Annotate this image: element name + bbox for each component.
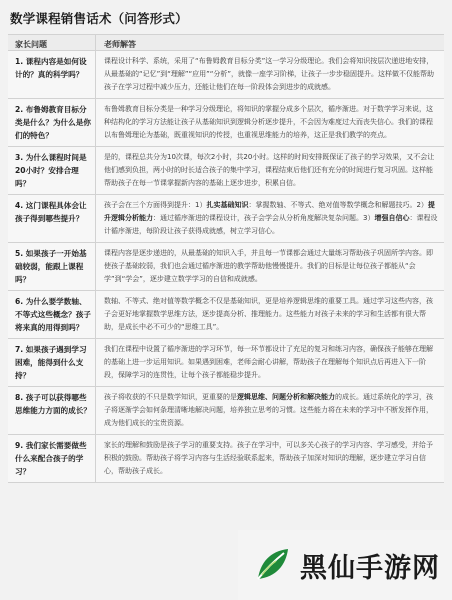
table-row (8, 387, 444, 435)
answer-highlight: 逻辑思维、问题分析和解决能力 (237, 393, 335, 401)
answer-highlight: 增强自信心 (374, 214, 410, 222)
table-header (8, 35, 444, 51)
answer-cell: 课程内容是逐步递进的，从最基础的知识入手，并且每一节课都会通过大量练习帮助孩子巩固所学内容。即使孩子基础较弱，我们也会通过循序渐进的教学帮助他慢慢提升。我们的目标是让每位孩子都能从“会学”到“学会”，逐步建立数学学习的自信和成就感。 (104, 249, 433, 283)
table-row (8, 195, 444, 243)
answer-cell: 布鲁姆教育目标分类是一种学习分级理论，将知识的掌握分成多个层次，循序渐进。对于数学学习来说，这种结构化的学习方法能让孩子从基础知识到逻辑分析逐步提升，不会因为难度过大而丧失信心。我们的课程以布鲁姆理论为基础，既重视知识的传授，也重视思维能力的培养，这正是我们教学的亮点。 (104, 105, 433, 139)
answer-text: ：掌握数轴、不等式、绝对值等数学概念和解题技巧。2） (248, 201, 428, 209)
answer-highlight: 提升逻辑分析能力 (104, 201, 435, 222)
question-cell: 4. 这门课程具体会让孩子得到哪些提升？ (8, 195, 96, 242)
question-cell: 8. 孩子可以获得哪些思维能力方面的成长？ (8, 387, 96, 434)
table-row (8, 99, 444, 147)
question-cell: 6. 为什么要学数轴、不等式这些概念？孩子将来真的用得到吗？ (8, 291, 96, 338)
table-row (8, 291, 444, 339)
answer-cell: 课程设计科学、系统，采用了“布鲁姆教育目标分类”这一学习分级理论。我们会将知识按层次递进地安排，从最基础的“记忆”到“理解”“应用”“分析”，就像一座学习阶梯，让孩子一步步稳固提升。这样做不仅能帮助孩子在学习过程中减少压力，还能让他们在每一阶段体会到进步的成就感。 (104, 57, 435, 91)
question-cell: 3. 为什么课程时间是20小时？安排合理吗？ (8, 147, 96, 194)
watermark-text: 黑仙手游网 (300, 552, 440, 584)
header-answer: 老师解答 (104, 40, 136, 49)
answer-cell: 我们在课程中设置了循序渐进的学习环节，每一环节都设计了充足的复习和练习内容，确保孩子能够在理解的基础上进一步运用知识。如果遇到困难，老师会耐心讲解，帮助孩子在理解每个知识点后再进入下一阶段，保障学习的连贯性，让每个孩子都能稳步提升。 (104, 345, 433, 379)
table-row (8, 339, 444, 387)
header-question: 家长问题 (8, 35, 96, 50)
answer-cell (96, 387, 444, 434)
answer-cell: 家长的理解和鼓励是孩子学习的重要支持。孩子在学习中，可以多关心孩子的学习内容、学习感受，并给予积极的鼓励。帮助孩子将学习内容与生活经验联系起来，帮助孩子加深对知识的理解，逐步建立学习自信心，帮助孩子成长。 (104, 441, 433, 475)
question-cell: 9. 我们家长需要做些什么来配合孩子的学习？ (8, 435, 96, 482)
site-watermark (238, 530, 452, 600)
question-cell: 7. 如果孩子遇到学习困难，能得到什么支持？ (8, 339, 96, 386)
question-cell: 2. 布鲁姆教育目标分类是什么？为什么是你们的特色？ (8, 99, 96, 146)
leaf-logo-icon (252, 545, 292, 585)
table-row (8, 435, 444, 483)
question-cell: 1. 课程内容是如何设计的？真的科学吗？ (8, 51, 96, 98)
table-row (8, 147, 444, 195)
answer-text: 孩子会在三个方面得到提升：1） (104, 201, 207, 209)
answer-text: 孩子将收获的不只是数学知识，更重要的是 (104, 393, 237, 401)
answer-highlight: 扎实基础知识 (206, 201, 249, 209)
answer-text: ：通过循序渐进的课程设计，孩子会学会从分析角度解决复杂问题。3） (153, 214, 375, 222)
answer-text: 的成长。通过系统化的学习，孩子将逐渐学会如何条理清晰地解决问题，培养独立思考的习惯。这些能力将在未来的学习中不断发挥作用，成为他们成长的宝贵资源。 (104, 393, 433, 427)
table-row (8, 243, 444, 291)
answer-text: ：课程设计循序渐进，每阶段让孩子获得成就感，树立学习信心。 (104, 214, 438, 235)
answer-cell: 数轴、不等式、绝对值等数学概念不仅是基础知识，更是培养逻辑思维的重要工具。通过学习这些内容，孩子会更好地掌握数学思维方法，逐步提高分析、推理能力。这些能力对孩子未来的学习和生活都有很大帮助，是成长中必不可少的“思维工具”。 (104, 297, 433, 331)
table-row (8, 51, 444, 99)
question-cell: 5. 如果孩子一开始基础较弱，能跟上课程吗？ (8, 243, 96, 290)
answer-cell (96, 195, 444, 242)
page-title: 数学课程销售话术（问答形式） (10, 11, 188, 26)
qa-table (8, 34, 444, 483)
answer-cell: 是的，课程总共分为10次课，每次2小时，共20小时。这样的时间安排既保证了孩子的学习效果，又不会让他们感到负担，两小时的时长适合孩子的集中学习，课程结束后他们还有充分的时间进行复习巩固。这样能帮助孩子在每一节课掌握新内容的基础上逐步进步，积累自信。 (104, 153, 435, 187)
